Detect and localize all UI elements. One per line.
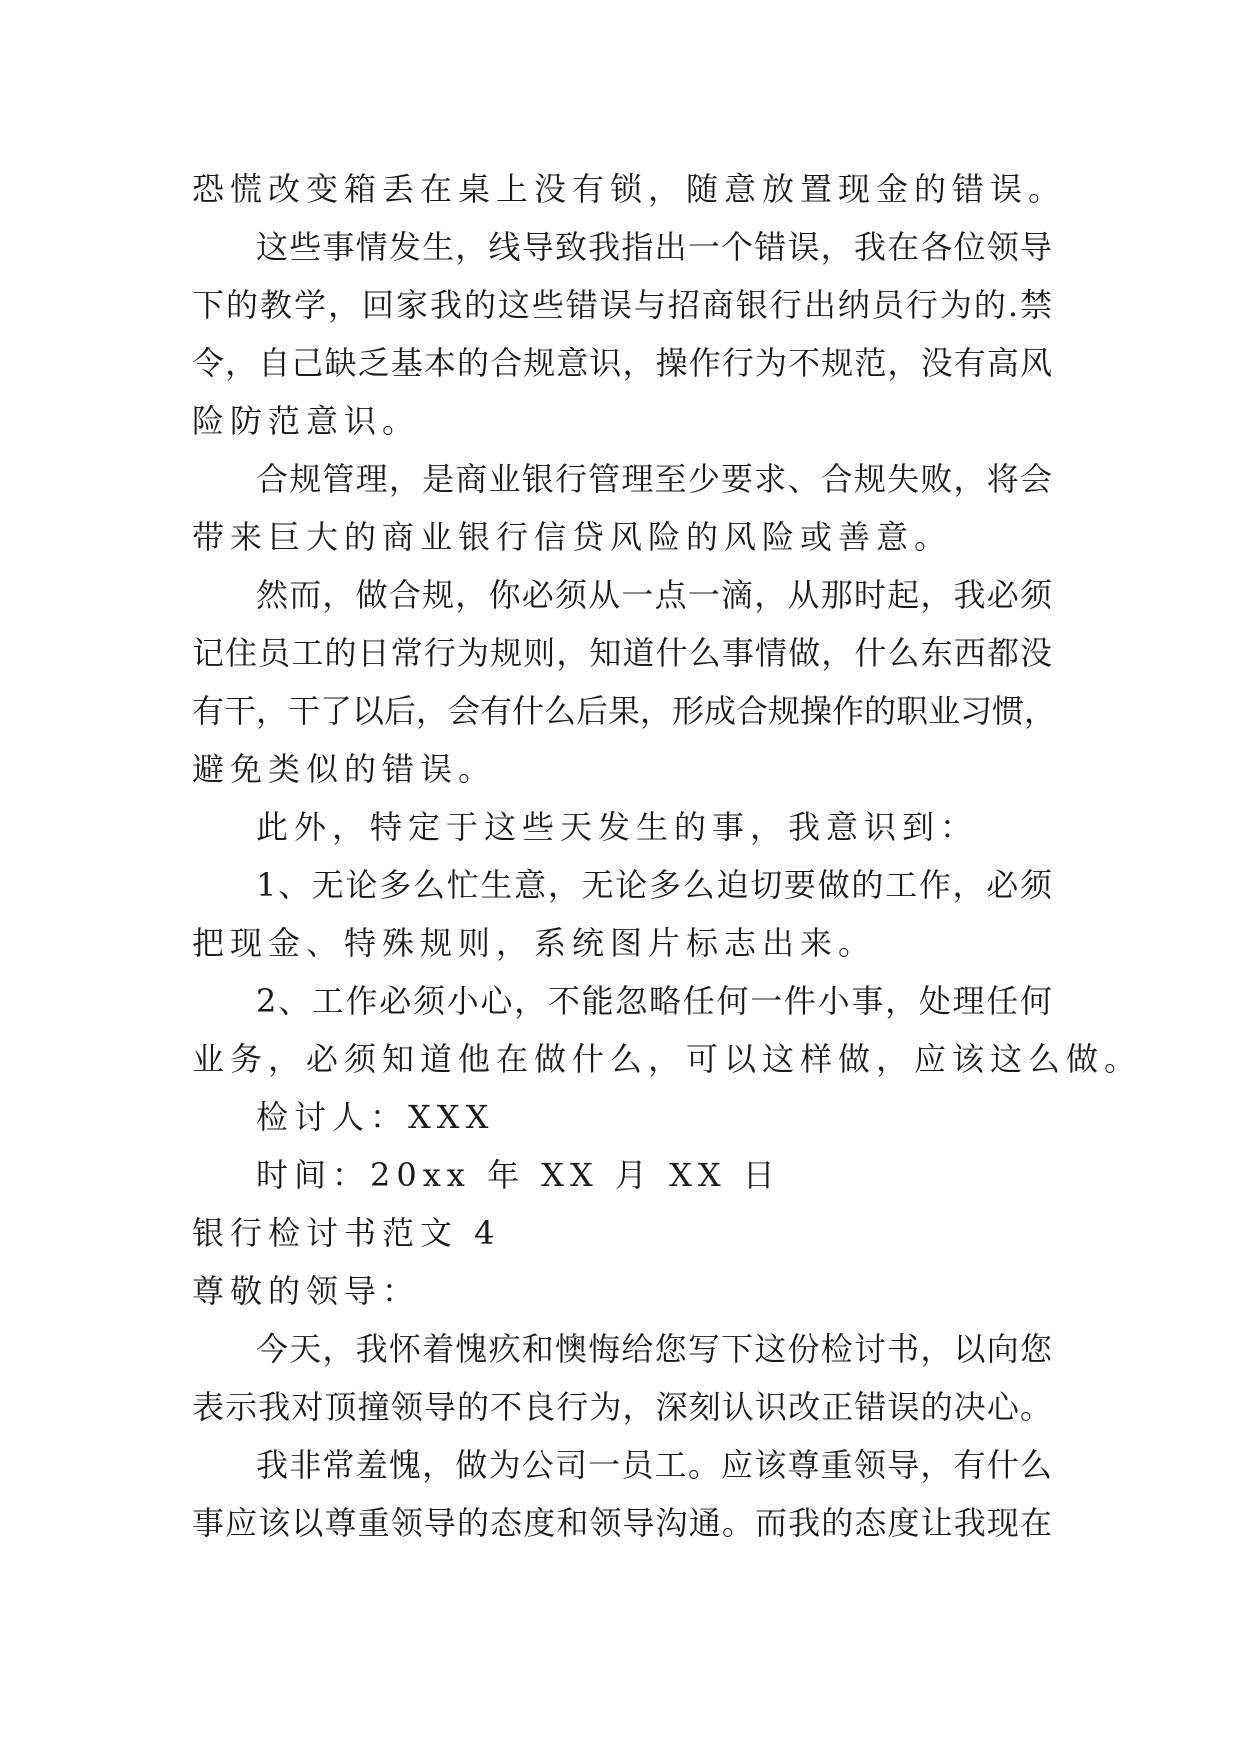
text-line: 把现金、特殊规则，系统图片标志出来。: [192, 924, 877, 962]
text-line: 带来巨大的商业银行信贷风险的风险或善意。: [192, 518, 953, 556]
text-line: 2、工作必须小心，不能忽略任何一件小事，处理任何: [256, 982, 1052, 1020]
text-line: 1、无论多么忙生意，无论多么迫切要做的工作，必须: [256, 866, 1052, 904]
text-line: 令，自己缺乏基本的合规意识，操作行为不规范，没有高风: [192, 344, 1052, 382]
salutation: 尊敬的领导：: [192, 1272, 421, 1310]
document-body: [192, 160, 1143, 1552]
text-line: 此外，特定于这些天发生的事，我意识到：: [256, 808, 979, 846]
text-line: 有干，干了以后，会有什么后果，形成合规操作的职业习惯，: [192, 692, 1057, 730]
text-line: 险防范意识。: [192, 402, 421, 440]
text-line: 合规管理，是商业银行管理至少要求、合规失败，将会: [256, 460, 1052, 498]
text-line: 然而，做合规，你必须从一点一滴，从那时起，我必须: [256, 576, 1052, 614]
signature-line: 检讨人：XXX: [256, 1098, 495, 1136]
section-title: 银行检讨书范文 4: [192, 1214, 501, 1252]
text-line: 记住员工的日常行为规则，知道什么事情做，什么东西都没: [192, 634, 1052, 672]
text-line: 业务，必须知道他在做什么，可以这样做，应该这么做。: [192, 1040, 1143, 1078]
text-line: 我非常羞愧，做为公司一员工。应该尊重领导，有什么: [256, 1446, 1052, 1484]
text-line: 这些事情发生，线导致我指出一个错误，我在各位领导: [256, 228, 1052, 266]
text-line: 今天，我怀着愧疚和懊悔给您写下这份检讨书，以向您: [256, 1330, 1052, 1368]
text-line: 下的教学，回家我的这些错误与招商银行出纳员行为的.禁: [192, 286, 1052, 324]
text-line: 恐慌改变箱丢在桌上没有锁，随意放置现金的错误。: [192, 170, 1067, 208]
date-line: 时间：20xx 年 XX 月 XX 日: [256, 1156, 781, 1194]
text-line: 表示我对顶撞领导的不良行为，深刻认识改正错误的决心。: [192, 1388, 1052, 1426]
text-line: 事应该以尊重领导的态度和领导沟通。而我的态度让我现在: [192, 1504, 1052, 1542]
text-line: 避免类似的错误。: [192, 750, 497, 788]
